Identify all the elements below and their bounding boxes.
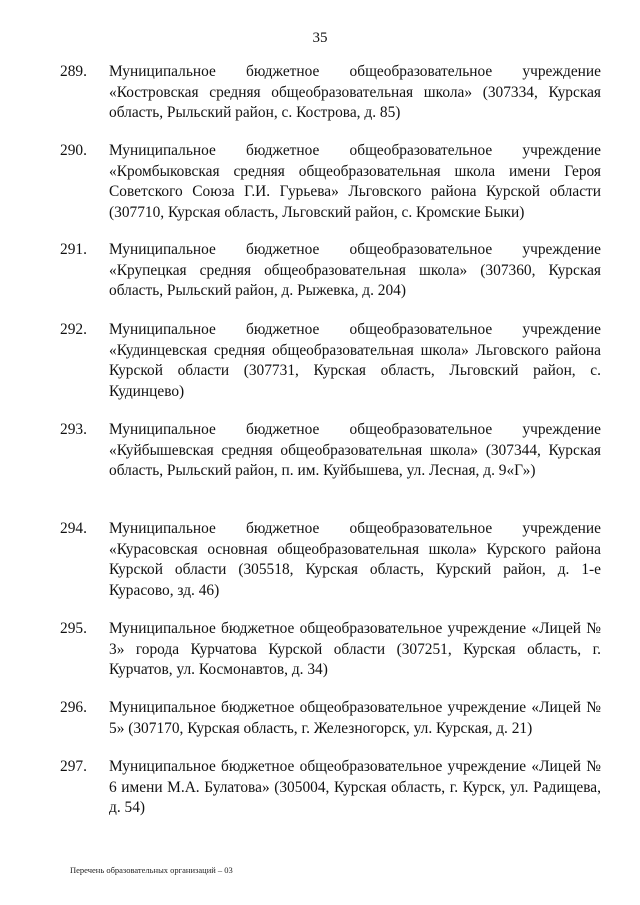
entry-number: 297. [60, 758, 87, 775]
list-item [60, 240, 601, 302]
entry-text: Муниципальное бюджетное общеобразовательное учреждение «Кромбыковская средняя общеобразовательная школа имени Героя Советского Союза Г.И. Гурьева» Льговского района Курской области (307710, Курская область, Льговский район, с. Кромские Быки) [109, 142, 601, 221]
list-item [60, 320, 601, 402]
entry-number: 296. [60, 699, 87, 716]
entry-number: 289. [60, 63, 87, 80]
entry-number: 294. [60, 520, 87, 537]
entry-text: Муниципальное бюджетное общеобразовательное учреждение «Кудинцевская средняя общеобразовательная школа» Льговского района Курской области (307731, Курская область, Льговский район, с. Кудинцево) [109, 321, 601, 400]
entry-text: Муниципальное бюджетное общеобразовательное учреждение «Костровская средняя общеобразовательная школа» (307334, Курская область, Рыльский район, с. Кострова, д. 85) [109, 63, 601, 121]
footer-note: Перечень образовательных организаций – 03 [70, 865, 233, 875]
entry-number: 293. [60, 421, 87, 438]
list-item [60, 141, 601, 223]
entry-number: 295. [60, 620, 87, 637]
list-item [60, 420, 601, 482]
list-item [60, 619, 601, 681]
entry-text: Муниципальное бюджетное общеобразовательное учреждение «Лицей № 6 имени М.А. Булатова» (305004, Курская область, г. Курск, ул. Радищева, д. 54) [109, 758, 601, 816]
entry-text: Муниципальное бюджетное общеобразовательное учреждение «Крупецкая средняя общеобразовательная школа» (307360, Курская область, Рыльский район, д. Рыжевка, д. 204) [109, 241, 601, 299]
entry-number: 290. [60, 142, 87, 159]
entry-number: 291. [60, 241, 87, 258]
entry-text: Муниципальное бюджетное общеобразовательное учреждение «Лицей № 5» (307170, Курская область, г. Железногорск, ул. Курская, д. 21) [109, 699, 601, 737]
list-item [60, 757, 601, 819]
page-number: 35 [312, 30, 328, 46]
entry-number: 292. [60, 321, 87, 338]
entry-text: Муниципальное бюджетное общеобразовательное учреждение «Куйбышевская средняя общеобразовательная школа» (307344, Курская область, Рыльский район, п. им. Куйбышева, ул. Лесная, д. 9«Г») [109, 421, 601, 479]
list-item [60, 519, 601, 601]
entry-text: Муниципальное бюджетное общеобразовательное учреждение «Лицей № 3» города Курчатова Курской области (307251, Курская область, г. Курчатов, ул. Космонавтов, д. 34) [109, 620, 601, 678]
list-item [60, 62, 601, 124]
list-item [60, 698, 601, 739]
entry-text: Муниципальное бюджетное общеобразовательное учреждение «Курасовская основная общеобразовательная школа» Курского района Курской области (305518, Курская область, Курский район, д. 1-е Курасово, зд. 46) [109, 520, 601, 599]
